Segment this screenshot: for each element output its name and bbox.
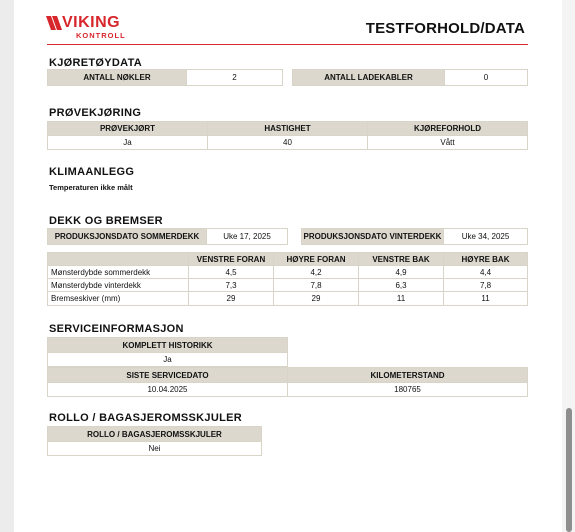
testdrive-value-speed: 40 [207,135,368,150]
section-title-cover: ROLLO / BAGASJEROMSSKJULER [49,412,242,424]
keys-label: ANTALL NØKLER [47,69,187,86]
logo-main-text: VIKING [62,14,121,31]
vertical-scrollbar[interactable] [562,0,575,532]
testdrive-header-driven: PRØVEKJØRT [47,121,208,136]
last-service-label: SISTE SERVICEDATO [47,367,288,383]
tire-col-right-front: HØYRE FORAN [273,252,359,266]
winter-tire-date-label: PRODUKSJONSDATO VINTERDEKK [301,228,444,245]
page-title: TESTFORHOLD/DATA [365,20,525,37]
history-value: Ja [47,352,288,367]
keys-value: 2 [186,69,283,86]
tire-value: 7,8 [273,278,359,292]
testdrive-value-conditions: Vått [367,135,528,150]
tire-value: 4,2 [273,265,359,279]
summer-tire-date-value: Uke 17, 2025 [206,228,288,245]
tire-value: 29 [273,291,359,306]
report-page [14,0,562,532]
last-service-value: 10.04.2025 [47,382,288,397]
testdrive-header-speed: HASTIGHET [207,121,368,136]
tire-col-left-front: VENSTRE FORAN [188,252,274,266]
tire-value: 6,3 [358,278,444,292]
section-title-service: SERVICEINFORMASJON [49,323,184,335]
testdrive-header-conditions: KJØREFORHOLD [367,121,528,136]
history-label: KOMPLETT HISTORIKK [47,337,288,353]
winter-tire-date-value: Uke 34, 2025 [443,228,528,245]
summer-tire-date-label: PRODUKSJONSDATO SOMMERDEKK [47,228,207,245]
section-title-testdrive: PRØVEKJØRING [49,107,142,119]
tire-col-right-rear: HØYRE BAK [443,252,528,266]
tire-value: 4,5 [188,265,274,279]
tire-value: 7,3 [188,278,274,292]
section-title-climate: KLIMAANLEGG [49,166,135,178]
section-title-tires: DEKK OG BREMSER [49,215,163,227]
tire-row-label: Mønsterdybde sommerdekk [47,265,189,279]
chargers-value: 0 [444,69,528,86]
tire-col-left-rear: VENSTRE BAK [358,252,444,266]
tire-value: 4,9 [358,265,444,279]
tire-row-label: Mønsterdybde vinterdekk [47,278,189,292]
tire-value: 11 [358,291,444,306]
tire-row-label: Bremseskiver (mm) [47,291,189,306]
testdrive-value-driven: Ja [47,135,208,150]
viking-logo [46,14,146,40]
logo-sub-text: KONTROLL [76,31,126,40]
header-divider [47,44,528,45]
climate-note: Temperaturen ikke målt [49,183,133,192]
mileage-value: 180765 [287,382,528,397]
tire-value: 4,4 [443,265,528,279]
scrollbar-thumb[interactable] [566,408,572,532]
tire-table-corner [47,252,189,266]
cover-label: ROLLO / BAGASJEROMSSKJULER [47,426,262,442]
chargers-label: ANTALL LADEKABLER [292,69,445,86]
mileage-label: KILOMETERSTAND [287,367,528,383]
tire-value: 7,8 [443,278,528,292]
cover-value: Nei [47,441,262,456]
section-title-vehicle: KJØRETØYDATA [49,57,143,69]
logo-chevron-icon [46,16,62,30]
tire-value: 11 [443,291,528,306]
tire-value: 29 [188,291,274,306]
